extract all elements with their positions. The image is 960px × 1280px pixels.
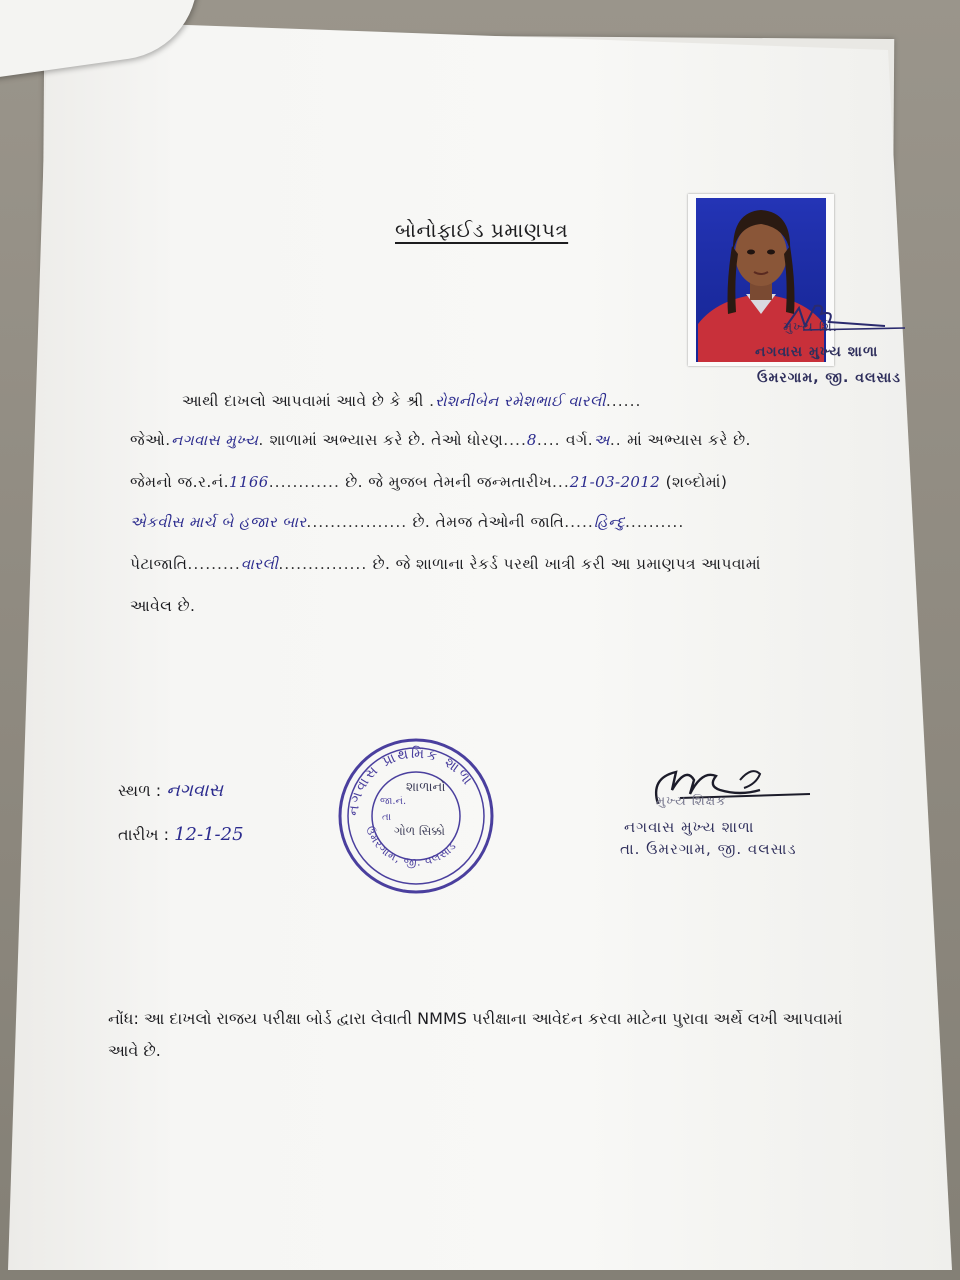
line2-suffix: માં અભ્યાસ કરે છે.: [627, 431, 751, 449]
date-label: તારીખ :: [118, 825, 170, 844]
line1-prefix: આથી દાખલો આપવામાં આવે છે કે શ્રી: [182, 392, 424, 410]
line3-suffix: (શબ્દોમાં): [665, 473, 728, 491]
headmaster-signature-block: [620, 760, 840, 890]
line5-prefix: પેટાજાતિ: [130, 555, 188, 573]
headmaster-signature-icon: [620, 760, 840, 820]
signature-line1: મુખ્ય શિક્ષક: [656, 794, 727, 809]
stamp-inner-line2: જા.નં.: [380, 796, 407, 807]
caste-value: હિન્દુ: [593, 513, 625, 531]
body-line-3: જેમનો જ.ર.નં.1166............ છે. જે મુજબ તેમની જન્મતારીખ...21-03-2012 (શબ્દોમાં): [130, 473, 728, 491]
round-seal-icon: [336, 736, 496, 896]
stamp-bottom-text: ઉમરગામ, જી. વલસાડ: [362, 824, 460, 870]
body-line-5: પેટાજાતિ.........વારલી............... છે. જે શાળાના રેકર્ડ પરથી ખાત્રી કરી આ પ્રમાણપત્ર આપવામાં: [130, 555, 761, 573]
stamp-outer-text: નગવાસ પ્રાથમિક શાળા: [345, 745, 477, 817]
place-label: સ્થળ :: [118, 781, 162, 800]
date-value: 12-1-25: [174, 824, 244, 845]
photo-stamp-line2: નગવાસ મુખ્ય શાળા: [755, 344, 879, 360]
birth-date-words: એકવીસ માર્ચ બે હજાર બાર: [130, 513, 307, 531]
body-line-1: આથી દાખલો આપવામાં આવે છે કે શ્રી .રોશનીબેન રમેશભાઈ વારલી......: [182, 392, 642, 410]
photo-stamp-line3: ઉમરગામ, જી. વલસાડ: [757, 370, 901, 386]
birth-date: 21-03-2012: [569, 473, 661, 491]
stamp-inner-line3: તા: [382, 812, 392, 823]
signature-line2: નગવાસ મુખ્ય શાળા: [624, 818, 755, 836]
footnote: નોંધ: આ દાખલો રાજય પરીક્ષા બોર્ડ દ્વારા લેવાતી NMMS પરીક્ષાના આવેદન કરવા માટેના પુરાવા અર્થે લખી આપવામાં આવે છે.: [108, 1009, 843, 1060]
certificate-title: બોનોફાઈડ પ્રમાણપત્ર: [395, 218, 569, 242]
line4-mid: છે. તેમજ તેઓની જાતિ: [412, 513, 565, 531]
date-row: [118, 824, 244, 845]
line5-suffix: છે. જે શાળાના રેકર્ડ પરથી ખાત્રી કરી આ પ્રમાણપત્ર આપવામાં: [372, 555, 761, 573]
register-number: 1166: [228, 473, 269, 491]
body-line-2: જેઓ.નગવાસ મુખ્ય. શાળામાં અભ્યાસ કરે છે. તેઓ ધોરણ....8.... વર્ગ.અ.. માં અભ્યાસ કરે છે.: [130, 431, 751, 449]
school-name: નગવાસ મુખ્ય: [171, 431, 259, 449]
signature-line3: તા. ઉમરગામ, જી. વલસાડ: [620, 840, 797, 858]
standard-value: 8: [526, 431, 537, 449]
line2-prefix: જેઓ: [130, 431, 166, 449]
class-label: વર્ગ: [565, 431, 588, 449]
photo-stamp-signature: [755, 300, 915, 400]
subcaste-value: વારલી: [240, 555, 279, 573]
line3-prefix: જેમનો જ.ર.નં.: [130, 473, 229, 491]
stamp-inner-line4: ગોળ સિક્કો: [394, 824, 445, 838]
student-name: રોશનીબેન રમેશભાઈ વારલી: [435, 392, 606, 410]
body-line-4: એકવીસ માર્ચ બે હજાર બાર................. છે. તેમજ તેઓની જાતિ.....હિન્દુ..........: [130, 513, 685, 531]
place-value: નગવાસ: [166, 780, 224, 801]
place-row: [118, 780, 223, 801]
class-value: અ: [593, 431, 610, 449]
line2-mid: શાળામાં અભ્યાસ કરે છે. તેઓ ધોરણ: [269, 431, 504, 449]
photo-stamp-line1: મુખ્ય શિ.: [783, 320, 838, 335]
school-round-stamp: [336, 736, 496, 896]
stamp-inner-line1: શાળાનો: [406, 780, 446, 795]
body-line-6: આવેલ છે.: [130, 597, 196, 615]
line3-mid: છે. જે મુજબ તેમની જન્મતારીખ: [345, 473, 552, 491]
